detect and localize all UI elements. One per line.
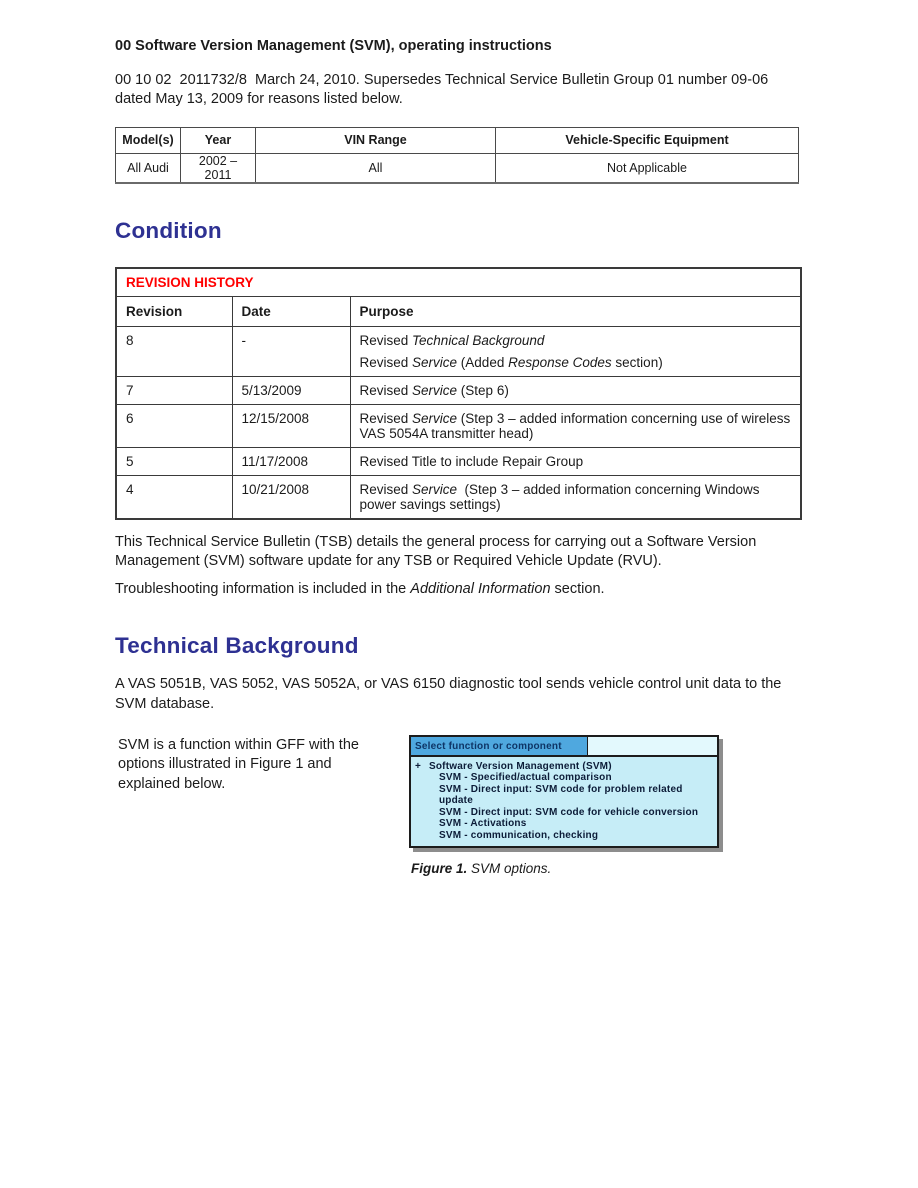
vehicle-table-header-row bbox=[116, 127, 799, 153]
cell-revision: 7 bbox=[116, 376, 232, 404]
cell-vin-range: All bbox=[256, 153, 496, 183]
column-header-equipment: Vehicle-Specific Equipment bbox=[496, 127, 799, 153]
technical-background-paragraph: A VAS 5051B, VAS 5052, VAS 5052A, or VAS 6150 diagnostic tool sends vehicle control unit data to the SVM database. bbox=[115, 676, 782, 712]
figure-tree-root bbox=[415, 761, 715, 773]
cell-revision: 5 bbox=[116, 447, 232, 475]
figure-caption: Figure 1. SVM options. bbox=[411, 861, 552, 877]
figure-option-item: SVM - communication, checking bbox=[439, 829, 599, 841]
cell-purpose: Revised Service (Step 6) bbox=[350, 376, 801, 404]
cell-purpose: Revised Title to include Repair Group bbox=[350, 447, 801, 475]
column-header-purpose: Purpose bbox=[350, 296, 801, 326]
cell-revision: 4 bbox=[116, 475, 232, 519]
figure-lead-paragraph: SVM is a function within GFF with the options illustrated in Figure 1 and explained below. bbox=[118, 736, 359, 792]
figure-1-container bbox=[409, 735, 739, 877]
figure-1-image bbox=[409, 735, 719, 849]
condition-paragraph-2: Troubleshooting information is included in the Additional Information section. bbox=[115, 581, 605, 598]
cell-date: 11/17/2008 bbox=[232, 447, 350, 475]
cell-revision: 8 bbox=[116, 326, 232, 376]
condition-paragraph-1: This Technical Service Bulletin (TSB) details the general process for carrying out a Software Version Management (SVM) software update for any TSB or Required Vehicle Update (RVU). bbox=[115, 533, 757, 569]
revision-row-6 bbox=[116, 404, 801, 447]
column-header-date: Date bbox=[232, 296, 350, 326]
expand-plus-icon: + bbox=[415, 760, 422, 772]
cell-date: 5/13/2009 bbox=[232, 376, 350, 404]
cell-purpose: Revised Technical Background Revised Service (Added Response Codes section) bbox=[350, 326, 801, 376]
column-header-vin-range: VIN Range bbox=[256, 127, 496, 153]
cell-purpose: Revised Service (Step 3 – added information concerning use of wireless VAS 5054A transmitter head) bbox=[350, 404, 801, 447]
condition-heading: Condition bbox=[115, 217, 222, 243]
cell-purpose: Revised Service (Step 3 – added information concerning Windows power savings settings) bbox=[350, 475, 801, 519]
cell-models: All Audi bbox=[116, 153, 181, 183]
figure-option-item: SVM - Direct input: SVM code for problem related update bbox=[439, 783, 683, 807]
figure-option-item: SVM - Activations bbox=[439, 818, 527, 830]
revision-row-5 bbox=[116, 447, 801, 475]
revision-banner-row bbox=[116, 268, 801, 297]
technical-background-heading: Technical Background bbox=[115, 633, 359, 659]
column-header-year: Year bbox=[181, 127, 256, 153]
vehicle-table-row bbox=[116, 153, 799, 183]
cell-date: - bbox=[232, 326, 350, 376]
figure-tree-root-label: Software Version Management (SVM) bbox=[429, 760, 612, 772]
figure-option-item: SVM - Specified/actual comparison bbox=[439, 772, 612, 784]
revision-history-banner: REVISION HISTORY bbox=[116, 268, 801, 297]
figure-titlebar bbox=[411, 737, 717, 757]
figure-option-item: SVM - Direct input: SVM code for vehicle conversion bbox=[439, 806, 699, 818]
cell-revision: 6 bbox=[116, 404, 232, 447]
cell-year: 2002 – 2011 bbox=[181, 153, 256, 183]
column-header-revision: Revision bbox=[116, 296, 232, 326]
figure-option-list bbox=[411, 757, 717, 847]
figure-1-section bbox=[115, 735, 805, 877]
document-content bbox=[115, 38, 805, 876]
vehicle-applicability-table bbox=[115, 127, 799, 184]
revision-row-8 bbox=[116, 326, 801, 376]
revision-history-table bbox=[115, 267, 802, 520]
revision-row-4 bbox=[116, 475, 801, 519]
revision-header-row bbox=[116, 296, 801, 326]
document-title: 00 Software Version Management (SVM), operating instructions bbox=[115, 38, 552, 54]
revision-row-7 bbox=[116, 376, 801, 404]
cell-date: 10/21/2008 bbox=[232, 475, 350, 519]
cell-date: 12/15/2008 bbox=[232, 404, 350, 447]
column-header-models: Model(s) bbox=[116, 127, 181, 153]
figure-titlebar-label: Select function or component bbox=[411, 737, 588, 755]
intro-paragraph: 00 10 02 2011732/8 March 24, 2010. Supersedes Technical Service Bulletin Group 01 number 09-06 dated May 13, 2009 for reasons listed below. bbox=[115, 72, 773, 108]
figure-titlebar-blank bbox=[588, 737, 717, 755]
cell-equipment: Not Applicable bbox=[496, 153, 799, 183]
